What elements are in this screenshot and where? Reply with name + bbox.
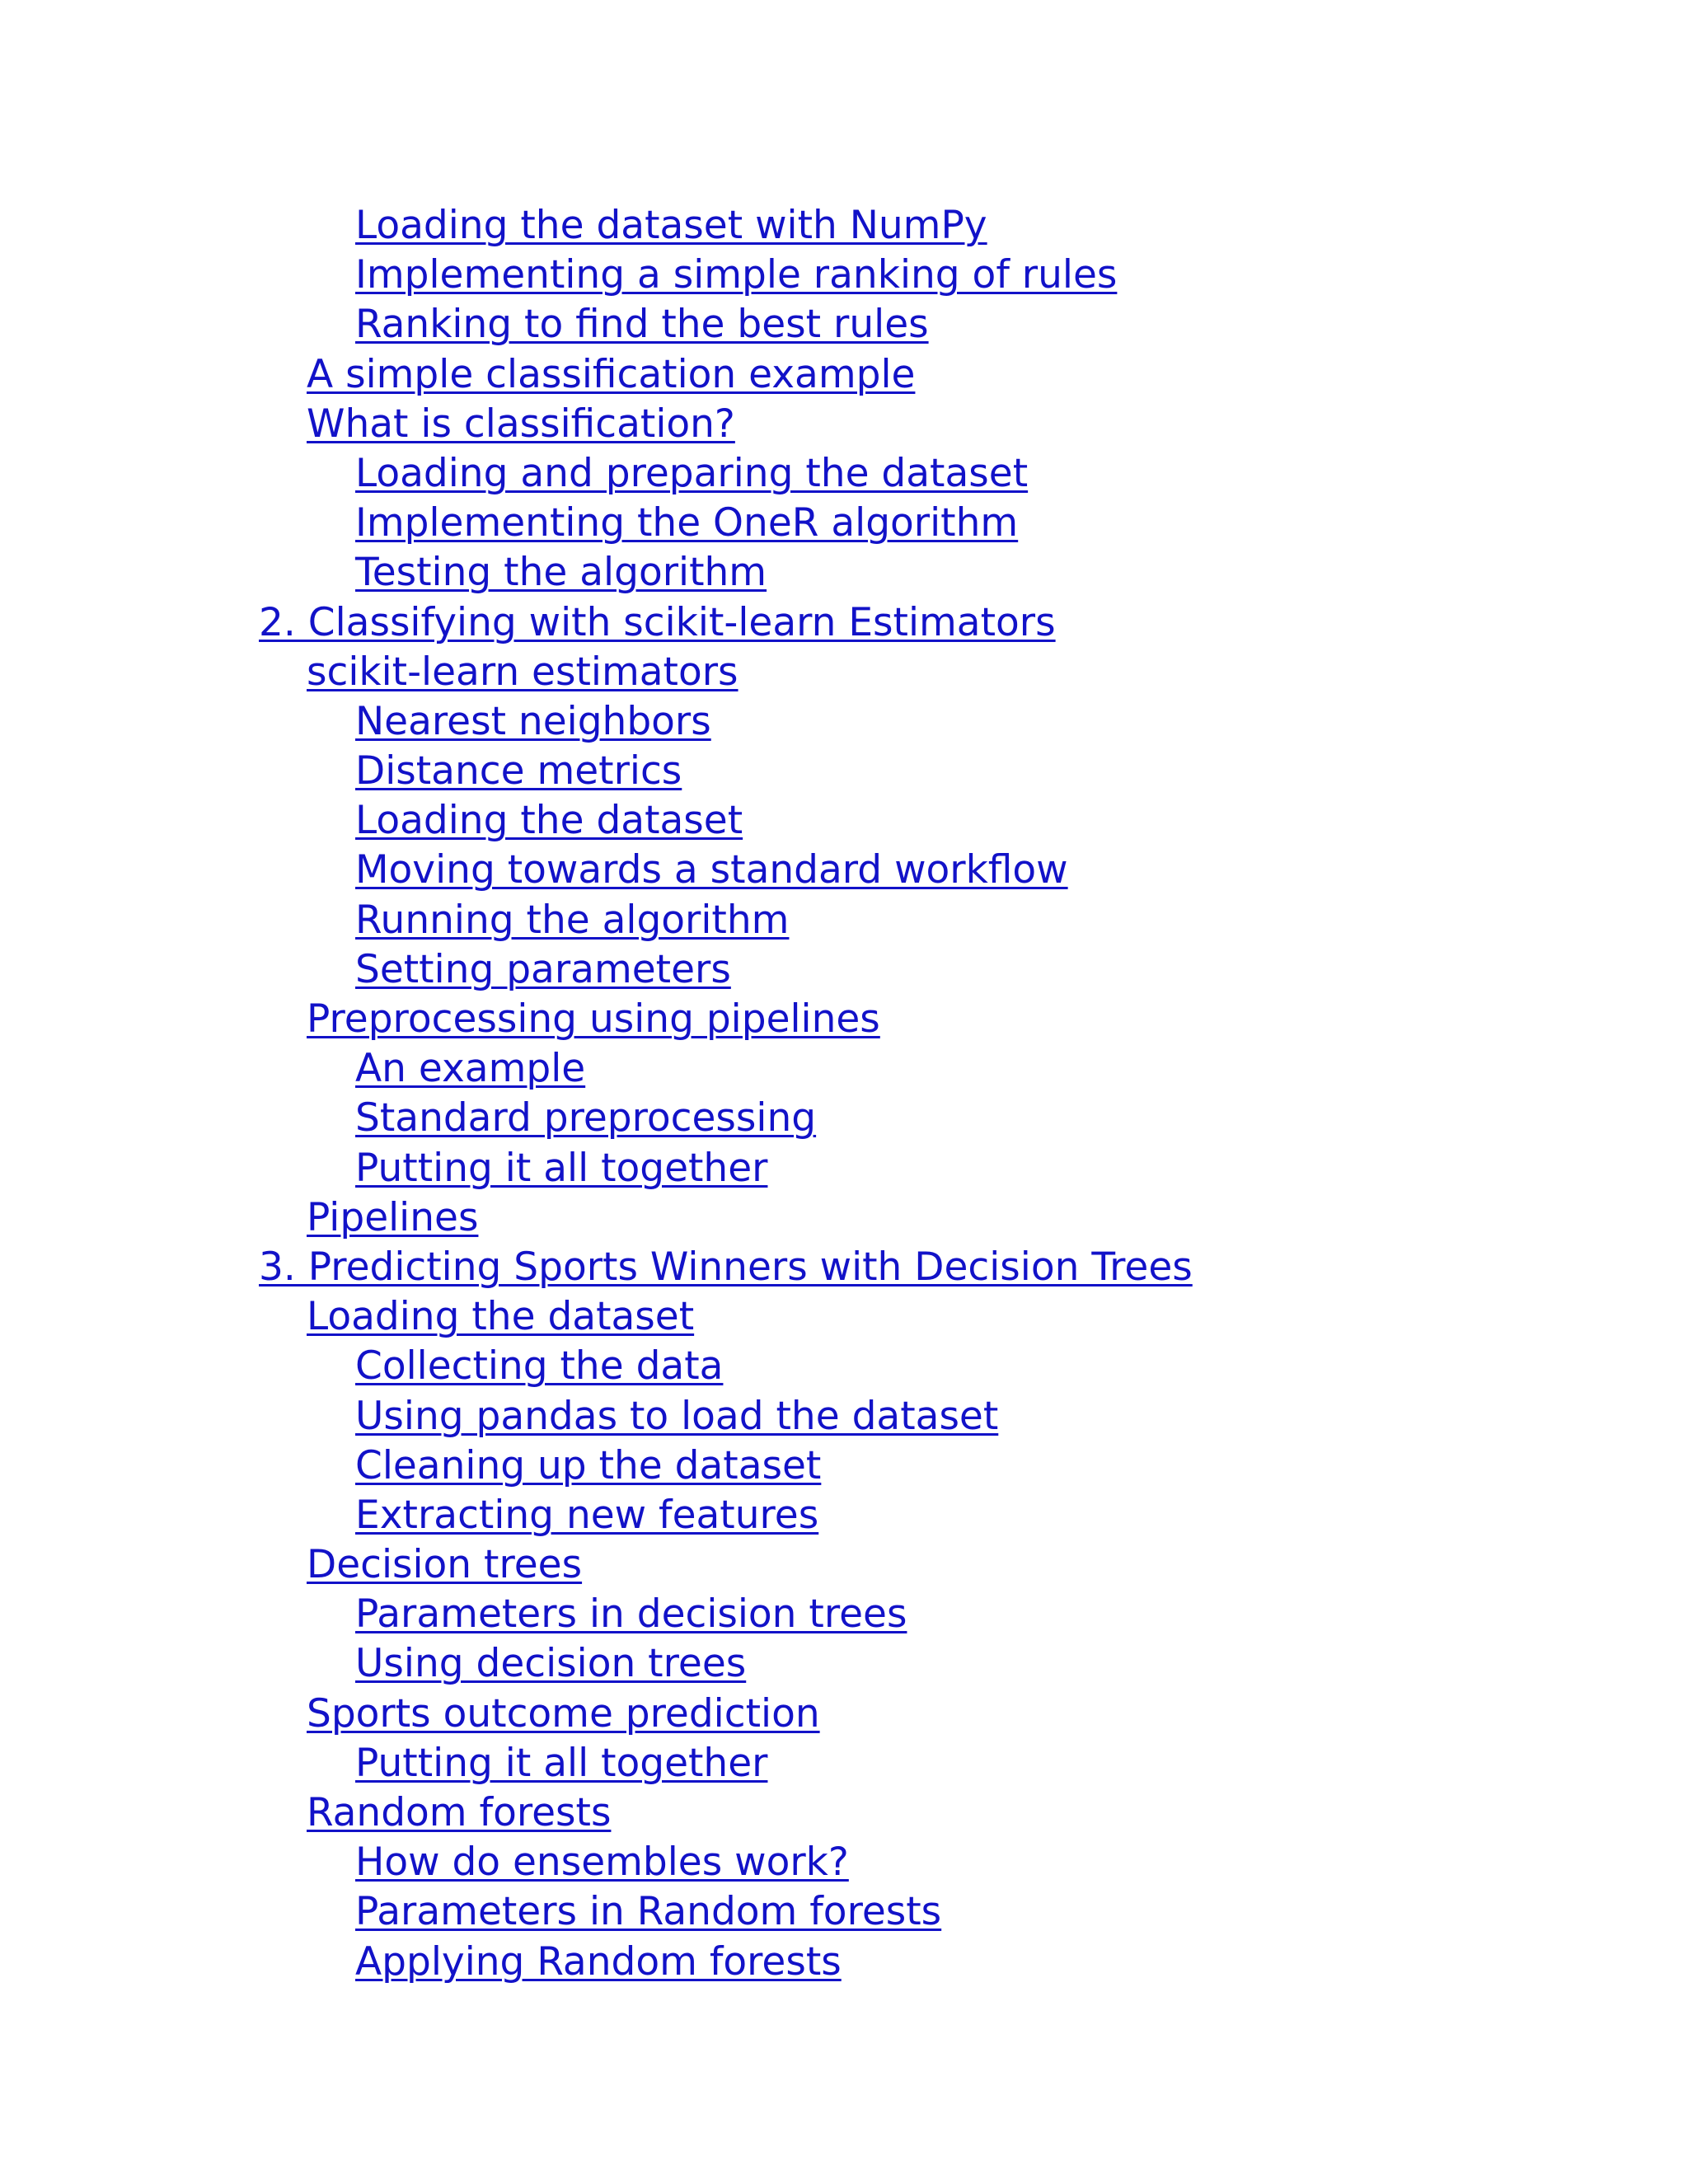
toc-link[interactable]: An example bbox=[355, 1046, 586, 1092]
toc-entry-level-3 bbox=[0, 846, 1193, 895]
toc-link[interactable]: Loading and preparing the dataset bbox=[355, 450, 1029, 496]
toc-link[interactable]: Putting it all together bbox=[355, 1145, 768, 1191]
toc-entry-level-3 bbox=[0, 1491, 1193, 1540]
toc-link[interactable]: Testing the algorithm bbox=[355, 550, 767, 596]
toc-entry-level-3 bbox=[0, 747, 1193, 796]
toc-link[interactable]: Loading the dataset bbox=[307, 1294, 695, 1340]
toc-link[interactable]: A simple classification example bbox=[307, 351, 916, 397]
toc-entry-level-3 bbox=[0, 1639, 1193, 1689]
toc-entry-level-3 bbox=[0, 1938, 1193, 1987]
toc-link[interactable]: 3. Predicting Sports Winners with Decision Trees bbox=[259, 1244, 1193, 1290]
toc-link[interactable]: Using pandas to load the dataset bbox=[355, 1393, 999, 1439]
toc-entry-level-2 bbox=[0, 1788, 1193, 1838]
toc-entry-level-2 bbox=[0, 995, 1193, 1044]
table-of-contents bbox=[0, 201, 1193, 1987]
toc-link[interactable]: Cleaning up the dataset bbox=[355, 1442, 822, 1488]
toc-entry-level-3 bbox=[0, 1441, 1193, 1491]
toc-link[interactable]: Random forests bbox=[307, 1790, 612, 1835]
toc-entry-level-2 bbox=[0, 1193, 1193, 1243]
toc-entry-level-3 bbox=[0, 548, 1193, 598]
toc-link[interactable]: Using decision trees bbox=[355, 1641, 747, 1687]
toc-entry-level-3 bbox=[0, 896, 1193, 945]
toc-link[interactable]: Pipelines bbox=[307, 1194, 479, 1240]
toc-link[interactable]: Loading the dataset bbox=[355, 798, 743, 844]
toc-link[interactable]: Distance metrics bbox=[355, 748, 682, 794]
toc-entry-level-2 bbox=[0, 350, 1193, 400]
toc-link[interactable]: Decision trees bbox=[307, 1542, 583, 1588]
toc-entry-level-3 bbox=[0, 1094, 1193, 1143]
toc-link[interactable]: Applying Random forests bbox=[355, 1938, 842, 1985]
toc-entry-level-2 bbox=[0, 400, 1193, 449]
toc-link[interactable]: What is classification? bbox=[307, 401, 735, 447]
toc-link[interactable]: Collecting the data bbox=[355, 1343, 724, 1390]
toc-entry-level-3 bbox=[0, 697, 1193, 747]
toc-link[interactable]: Implementing the OneR algorithm bbox=[355, 500, 1019, 546]
toc-link[interactable]: Parameters in decision trees bbox=[355, 1591, 907, 1638]
toc-entry-level-3 bbox=[0, 1887, 1193, 1937]
toc-entry-level-3 bbox=[0, 1590, 1193, 1639]
toc-link[interactable]: Implementing a simple ranking of rules bbox=[355, 252, 1118, 298]
toc-entry-level-3 bbox=[0, 1838, 1193, 1887]
toc-entry-level-3 bbox=[0, 796, 1193, 846]
toc-entry-level-3 bbox=[0, 1342, 1193, 1391]
toc-entry-level-2 bbox=[0, 1690, 1193, 1739]
toc-link[interactable]: Moving towards a standard workflow bbox=[355, 847, 1068, 893]
toc-link[interactable]: Putting it all together bbox=[355, 1740, 768, 1786]
toc-entry-level-3 bbox=[0, 449, 1193, 499]
toc-entry-level-1 bbox=[0, 598, 1193, 648]
toc-entry-level-3 bbox=[0, 201, 1193, 251]
toc-link[interactable]: scikit-learn estimators bbox=[307, 649, 738, 695]
toc-link[interactable]: Loading the dataset with NumPy bbox=[355, 203, 987, 248]
toc-entry-level-3 bbox=[0, 1144, 1193, 1193]
toc-link[interactable]: Parameters in Random forests bbox=[355, 1889, 942, 1935]
toc-link[interactable]: Nearest neighbors bbox=[355, 698, 711, 744]
toc-link[interactable]: Standard preprocessing bbox=[355, 1095, 817, 1141]
toc-link[interactable]: Extracting new features bbox=[355, 1492, 819, 1538]
toc-entry-level-2 bbox=[0, 648, 1193, 697]
toc-entry-level-3 bbox=[0, 1392, 1193, 1441]
toc-entry-level-3 bbox=[0, 1044, 1193, 1094]
toc-entry-level-3 bbox=[0, 499, 1193, 548]
toc-link[interactable]: 2. Classifying with scikit-learn Estimators bbox=[259, 599, 1056, 645]
toc-entry-level-2 bbox=[0, 1292, 1193, 1342]
toc-entry-level-3 bbox=[0, 251, 1193, 300]
toc-link[interactable]: Ranking to find the best rules bbox=[355, 302, 929, 348]
toc-entry-level-1 bbox=[0, 1243, 1193, 1292]
toc-link[interactable]: Preprocessing using pipelines bbox=[307, 996, 880, 1042]
toc-entry-level-3 bbox=[0, 300, 1193, 349]
toc-link[interactable]: Setting parameters bbox=[355, 946, 731, 992]
toc-entry-level-3 bbox=[0, 1739, 1193, 1788]
toc-link[interactable]: Sports outcome prediction bbox=[307, 1690, 820, 1736]
toc-entry-level-3 bbox=[0, 945, 1193, 995]
toc-entry-level-2 bbox=[0, 1540, 1193, 1590]
toc-link[interactable]: How do ensembles work? bbox=[355, 1840, 849, 1886]
toc-link[interactable]: Running the algorithm bbox=[355, 897, 790, 943]
